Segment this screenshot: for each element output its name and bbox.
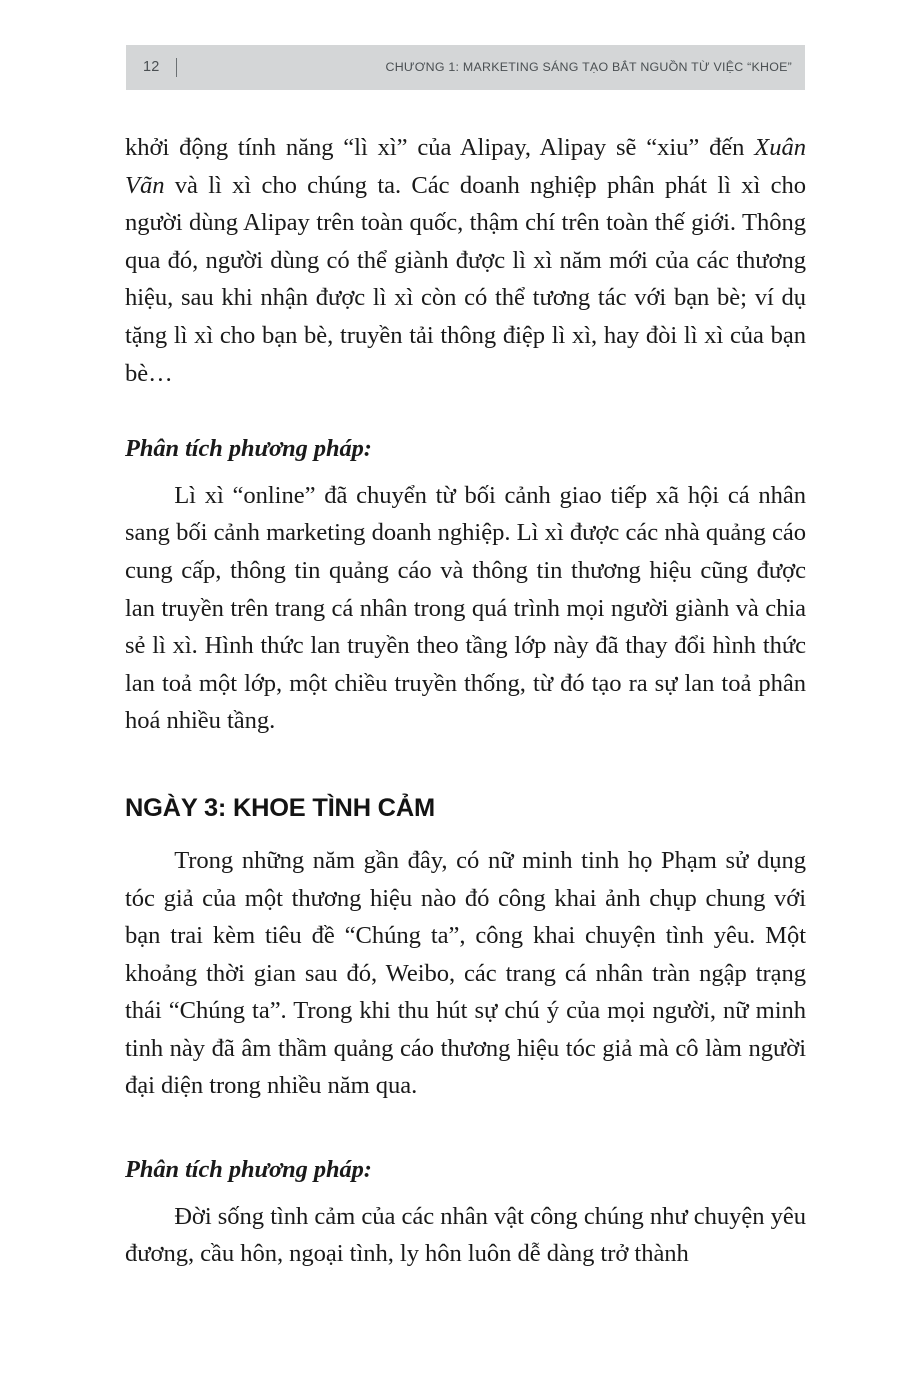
spacer <box>125 825 806 842</box>
paragraph-1-part-a: khởi động tính năng “lì xì” của Alipay, Alipay sẽ “xiu” đến <box>125 134 755 161</box>
text-column <box>125 129 806 1273</box>
chapter-title: CHƯƠNG 1: MARKETING SÁNG TẠO BẮT NGUỒN TỪ VIỆC “KHOE” <box>385 60 792 75</box>
spacer <box>125 1105 806 1151</box>
analysis-heading-2: Phân tích phương pháp: <box>125 1156 372 1184</box>
paragraph-4: Đời sống tình cảm của các nhân vật công chúng như chuyện yêu đương, cầu hôn, ngoại tình, ly hôn luôn dễ dàng trở thành <box>125 1202 806 1268</box>
spacer <box>125 468 806 477</box>
header-divider <box>176 58 177 77</box>
paragraph-3: Trong những năm gần đây, có nữ minh tinh họ Phạm sử dụng tóc giả của một thương hiệu nào đó công khai ảnh chụp chung với bạn trai kèm tiêu đề “Chúng ta”, công khai chuyện tình yêu. Một khoảng thời gian sau đó, Weibo, các trang cá nhân tràn ngập trạng thái “Chúng ta”. Trong khi thu hút sự chú ý của mọi người, nữ minh tinh này đã âm thầm quảng cáo thương hiệu tóc giả mà cô làm người đại diện trong nhiều năm qua. <box>125 846 806 1100</box>
paragraph-2: Lì xì “online” đã chuyển từ bối cảnh giao tiếp xã hội cá nhân sang bối cảnh marketing doanh nghiệp. Lì xì được các nhà quảng cáo cung cấp, thông tin quảng cáo và thông tin thương hiệu cũng được lan truyền trên trang cá nhân trong quá trình mọi người giành và chia sẻ lì xì. Hình thức lan truyền theo tầng lớp này đã thay đổi hình thức lan toả một lớp, một chiều truyền thống, từ đó tạo ra sự lan toả phân hoá nhiều tầng. <box>125 481 806 735</box>
spacer <box>125 1189 806 1198</box>
italic-title-xuan-van: Xuân Vãn <box>125 134 806 199</box>
paragraph-continuation <box>125 129 806 392</box>
spacer <box>125 392 806 430</box>
paragraph-1-part-b: và lì xì cho chúng ta. Các doanh nghiệp phân phát lì xì cho người dùng Alipay trên toàn quốc, thậm chí trên toàn thế giới. Thông qua đó, người dùng có thể giành được lì xì năm mới của các thương hiệu, sau khi nhận được lì xì còn có thể tương tác với bạn bè; ví dụ tặng lì xì cho bạn bè, truyền tải thông điệp lì xì, hay đòi lì xì của bạn bè… <box>125 171 806 387</box>
spacer <box>125 740 806 791</box>
section-heading-ngay-3: NGÀY 3: KHOE TÌNH CẢM <box>125 793 435 822</box>
running-header <box>126 45 805 90</box>
page-number: 12 <box>143 59 160 76</box>
analysis-heading-1: Phân tích phương pháp: <box>125 435 372 463</box>
